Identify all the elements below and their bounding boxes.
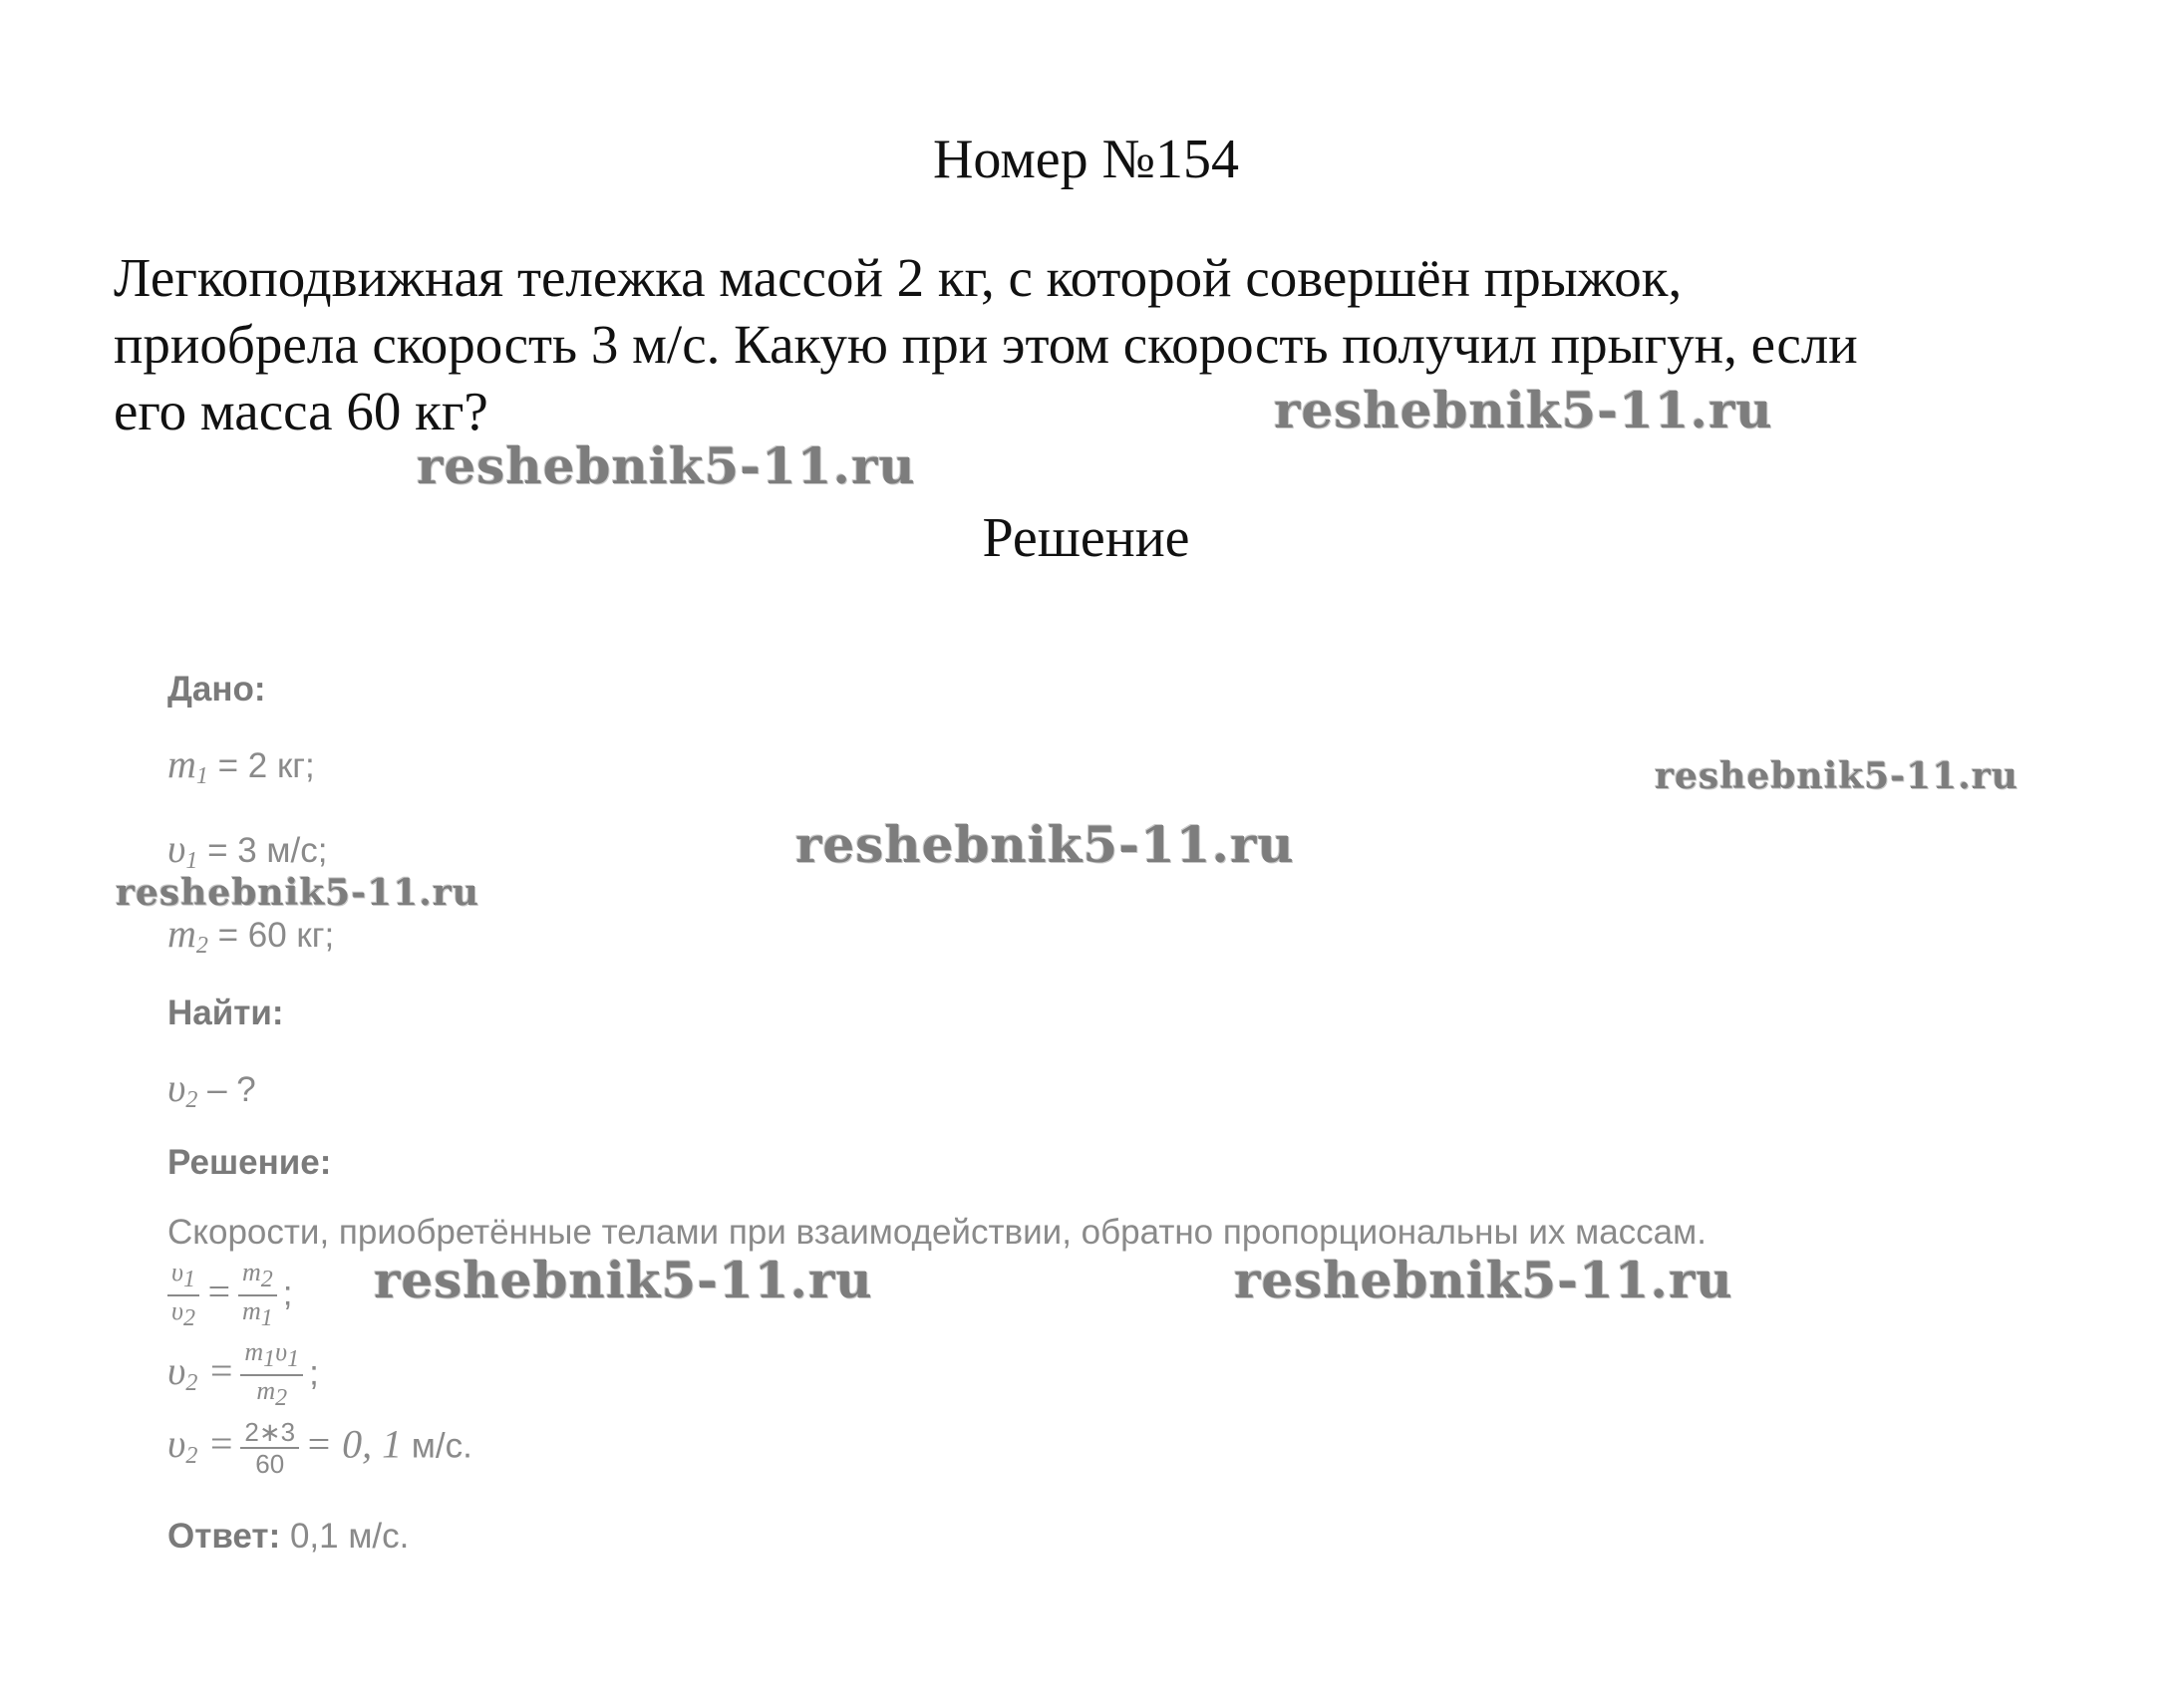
find-label: Найти: xyxy=(167,994,284,1032)
solution-statement: Скорости, приобретённые телами при взаимодействии, обратно пропорциональны их массам. xyxy=(167,1213,1707,1252)
problem-line: Легкоподвижная тележка массой 2 кг, с которой совершён прыжок, xyxy=(114,247,1683,308)
given-label: Дано: xyxy=(167,670,266,709)
formula-ratio: $\frac{\upsilon_1}{\upsilon_2}$ = $\frac{m_2}{m_1}$ ; xyxy=(161,1258,292,1333)
watermark: reshebnik5-11.ru xyxy=(1274,381,1773,439)
watermark: reshebnik5-11.ru xyxy=(1234,1251,1733,1309)
problem-statement xyxy=(114,244,2087,444)
problem-line: его масса 60 кг? xyxy=(114,381,488,441)
solution-label: Решение: xyxy=(167,1143,332,1182)
watermark: reshebnik5-11.ru xyxy=(116,872,479,914)
problem-line: приобрела скорость 3 м/с. Какую при этом скорость получил прыгун, если xyxy=(114,314,1858,375)
watermark: reshebnik5-11.ru xyxy=(417,436,916,495)
watermark: reshebnik5-11.ru xyxy=(1655,755,2018,797)
solution-heading: Решение xyxy=(982,507,1190,569)
given-m1: $m_1 = 2$ кг; xyxy=(167,741,315,789)
formula-v2-expression: $\upsilon_2$ = $\frac{m_1\upsilon_1}{m_2}$ ; xyxy=(167,1337,319,1411)
find-v2: $\upsilon_2$ – ? xyxy=(167,1065,256,1113)
formula-v2-result: $\upsilon_2$ = $\frac{2∗3}{60}$ = 0, 1 м/с. xyxy=(167,1417,472,1479)
page-title: Номер №154 xyxy=(932,129,1240,190)
given-m2: $m_2 = 60$ кг; xyxy=(167,911,335,959)
given-v1: $\upsilon_1 = 3$ м/с; xyxy=(167,826,328,874)
answer: Ответ: 0,1 м/с. xyxy=(167,1517,410,1556)
watermark: reshebnik5-11.ru xyxy=(795,815,1295,874)
watermark: reshebnik5-11.ru xyxy=(374,1251,873,1309)
